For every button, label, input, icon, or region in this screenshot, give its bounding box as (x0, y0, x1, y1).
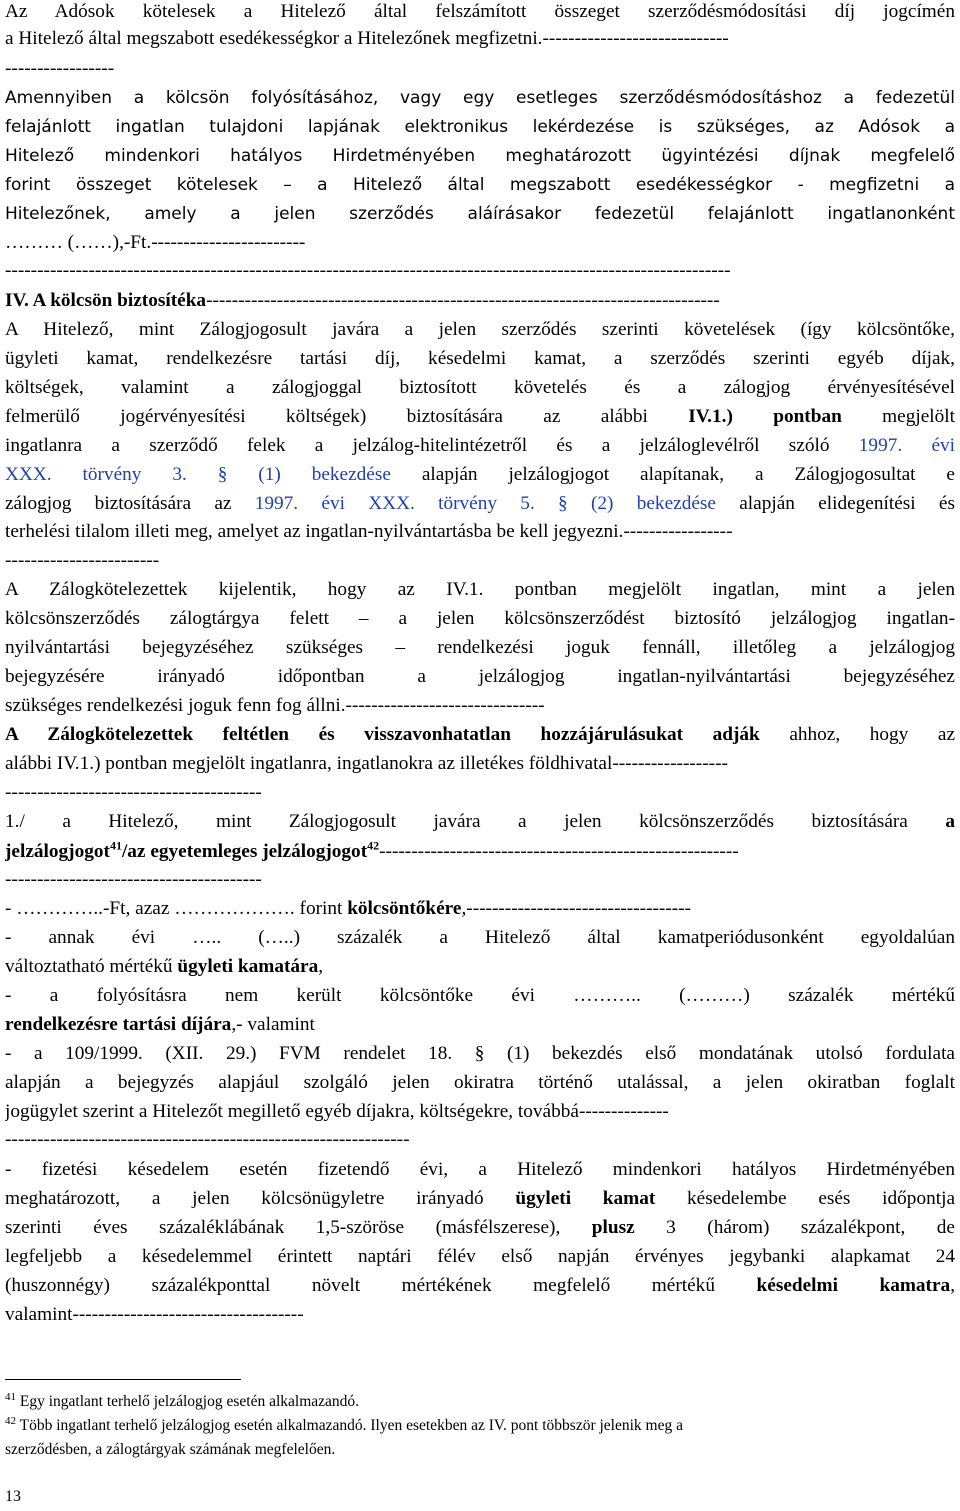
footnote (5, 1392, 955, 1412)
bold-statement: A Zálogkötelezettek feltétlen és visszavonhatatlan hozzájárulásukat adják (5, 724, 760, 745)
text-line: nyilvántartási bejegyzéséhez szükséges – rendelkezési joguk fennáll, illetőleg a jelzálogjog (5, 637, 955, 658)
text-span: , (318, 956, 324, 977)
dash-fill: -------------------------------------------------------------------------------- (206, 290, 720, 311)
text-line (5, 723, 955, 747)
text-line (5, 1187, 955, 1211)
text-span: megjelölt (841, 406, 955, 427)
text-span: zálogjog biztosítására az (5, 493, 255, 514)
text-line (5, 1216, 955, 1240)
text-line: kölcsönszerződés zálogtárgya felett – a jelen kölcsönszerződést biztosító jelzálogjog ingatlan- (5, 608, 955, 629)
text-line: alábbi IV.1.) pontban megjelölt ingatlanra, ingatlanokra az illetékes földhivatal------------------ (5, 753, 728, 774)
text-span: ,- valamint (231, 1014, 315, 1035)
text-span: , (950, 1275, 955, 1296)
text-line (5, 1013, 955, 1037)
text-span: szerinti éves százaléklábának 1,5-szöröse (másfélszerese), (5, 1217, 592, 1238)
text-line (5, 492, 955, 516)
text-line: Amennyiben a kölcsön folyósításához, vagy egy esetleges szerződésmódosításhoz a fedezetül (5, 88, 955, 108)
text-line (5, 434, 955, 458)
text-span: felmerülő jogérvényesítési költségek) biztosítására az alábbi (5, 406, 689, 427)
bold-reference: IV.1.) pontban (688, 406, 842, 427)
text-line (5, 810, 955, 834)
footnote (5, 1440, 955, 1460)
section-title: IV. A kölcsön biztosítéka (5, 290, 207, 311)
text-line: - fizetési késedelem esetén fizetendő évi, a Hitelező mindenkori hatályos Hirdetményében (5, 1159, 955, 1180)
text-span: ahhoz, hogy az (759, 724, 955, 745)
footnote-text: szerződésben, a zálogtárgyak számának megfelelően. (5, 1441, 336, 1458)
footnote-separator (5, 1379, 241, 1380)
bold-word: a (945, 811, 955, 832)
text-line: a Hitelező által megszabott esedékességkor a Hitelezőnek megfizetni.----------------------------- (5, 28, 729, 49)
law-reference-link[interactable]: 1997. évi (858, 435, 955, 456)
text-line: - a folyósításra nem került kölcsöntőke évi ……….. (………) százalék mértékű (5, 985, 955, 1006)
text-line: valamint------------------------------------ (5, 1304, 304, 1325)
footnote-ref[interactable]: 42 (367, 840, 380, 853)
text-line: bejegyzésére irányadó időpontban a jelzálogjog ingatlan-nyilvántartási bejegyzéséhez (5, 666, 955, 687)
text-line: ----------------- (5, 58, 115, 79)
text-line (5, 405, 955, 429)
footnote-text: Egy ingatlant terhelő jelzálogjog esetén alkalmazandó. (16, 1393, 360, 1410)
text-span: változtatható mértékű (5, 956, 178, 977)
text-line: A Hitelező, mint Zálogjogosult javára a jelen szerződés szerinti követelések (így kölcsöntőke, (5, 319, 955, 340)
text-line (5, 840, 955, 864)
text-line: alapján a bejegyzés alapjául szolgáló jelen okiratra történő utalással, a jelen okiratban foglalt (5, 1072, 955, 1093)
law-reference-link[interactable]: 1997. évi XXX. törvény 5. § (2) bekezdése (254, 493, 716, 514)
bold-word: ügyleti kamat (515, 1188, 656, 1209)
dash-fill: ,----------------------------------- (461, 898, 692, 919)
text-line: --------------------------------------------------------------- (5, 1129, 410, 1150)
text-span: (huszonnégy) százalékponttal növelt mértékének megfelelő mértékű (5, 1275, 757, 1296)
text-line: forint összeget kötelesek – a Hitelező által megszabott esedékességkor - megfizetni a (5, 175, 955, 195)
footnote-number: 42 (5, 1416, 16, 1427)
bold-word: plusz (591, 1217, 635, 1238)
text-line: - a 109/1999. (XII. 29.) FVM rendelet 18. § (1) bekezdés első mondatának utolsó fordulata (5, 1043, 955, 1064)
text-line: költségek, valamint a zálogjoggal biztosított követelés és a zálogjog érvényesítésével (5, 377, 955, 398)
bold-word: jelzálogjogot (5, 841, 110, 862)
text-line: Hitelezőnek, amely a jelen szerződés aláírásakor fedezetül felajánlott ingatlanonként (5, 204, 955, 224)
text-line: felajánlott ingatlan tulajdoni lapjának elektronikus lekérdezése is szükséges, az Adósok a (5, 117, 955, 137)
footnote-text: Több ingatlant terhelő jelzálogjog esetén alkalmazandó. Ilyen esetekben az IV. pont többször jelenik meg a (16, 1417, 683, 1434)
text-span: alapján jelzálogjogot alapítanak, a Zálogjogosultat e (390, 464, 955, 485)
bold-word: rendelkezésre tartási díjára (5, 1014, 232, 1035)
text-line: ……… (……),-Ft.------------------------ (5, 232, 306, 253)
text-line: szükséges rendelkezési joguk fenn fog állni.------------------------------- (5, 695, 545, 716)
bold-word: kölcsöntőkére (347, 898, 462, 919)
text-line: terhelési tilalom illeti meg, amelyet az ingatlan-nyilvántartásba be kell jegyezni.----------------- (5, 521, 733, 542)
text-line: Az Adósok kötelesek a Hitelező által felszámított összeget szerződésmódosítási díj jogcímén (5, 1, 955, 22)
text-line: A Zálogkötelezettek kijelentik, hogy az IV.1. pontban megjelölt ingatlan, mint a jelen (5, 579, 955, 600)
text-line: ----------------------------------------------------------------------------------------------------------------- (5, 260, 731, 281)
text-line: ---------------------------------------- (5, 782, 262, 803)
text-span: 1./ a Hitelező, mint Zálogjogosult javára a jelen kölcsönszerződés biztosítására (5, 811, 946, 832)
dash-fill: -------------------------------------------------------- (379, 841, 739, 862)
bold-word: /az egyetemleges jelzálogjogot (121, 841, 368, 862)
text-line: legfeljebb a késedelemmel érintett naptári félév első napján érvényes jegybanki alapkamat 24 (5, 1246, 955, 1267)
text-span: alapján elidegenítési és (715, 493, 955, 514)
footnote (5, 1416, 955, 1436)
text-line (5, 955, 955, 979)
bold-word: késedelmi kamatra (756, 1275, 951, 1296)
text-line: ügyleti kamat, rendelkezésre tartási díj, késedelmi kamat, a szerződés szerinti egyéb díjak, (5, 348, 955, 369)
text-span: meghatározott, a jelen kölcsönügyletre irányadó (5, 1188, 516, 1209)
text-line (5, 897, 955, 921)
text-line: Hitelező mindenkori hatályos Hirdetményében meghatározott ügyintézési díjnak megfelelő (5, 146, 955, 166)
text-span: késedelembe esés időpontja (655, 1188, 955, 1209)
footnote-ref[interactable]: 41 (109, 840, 122, 853)
law-reference-link[interactable]: XXX. törvény 3. § (1) bekezdése (5, 464, 391, 485)
text-line: ------------------------ (5, 550, 160, 571)
page-number: 13 (5, 1488, 21, 1505)
text-span: 3 (három) százalékpont, de (634, 1217, 955, 1238)
text-line (5, 463, 955, 487)
text-span: ingatlanra a szerződő felek a jelzálog-hitelintézetről és a jelzáloglevélről szóló (5, 435, 859, 456)
footnote-number: 41 (5, 1392, 16, 1403)
text-line (5, 1274, 955, 1298)
section-heading (5, 289, 955, 313)
text-line: jogügylet szerint a Hitelezőt megillető egyéb díjakra, költségekre, továbbá-------------- (5, 1101, 669, 1122)
bold-word: ügyleti kamatára (177, 956, 319, 977)
text-span: - …………..-Ft, azaz ………………. forint (5, 898, 348, 919)
text-line: ---------------------------------------- (5, 869, 262, 890)
text-line: - annak évi ….. (…..) százalék a Hitelező által kamatperiódusonként egyoldalúan (5, 927, 955, 948)
